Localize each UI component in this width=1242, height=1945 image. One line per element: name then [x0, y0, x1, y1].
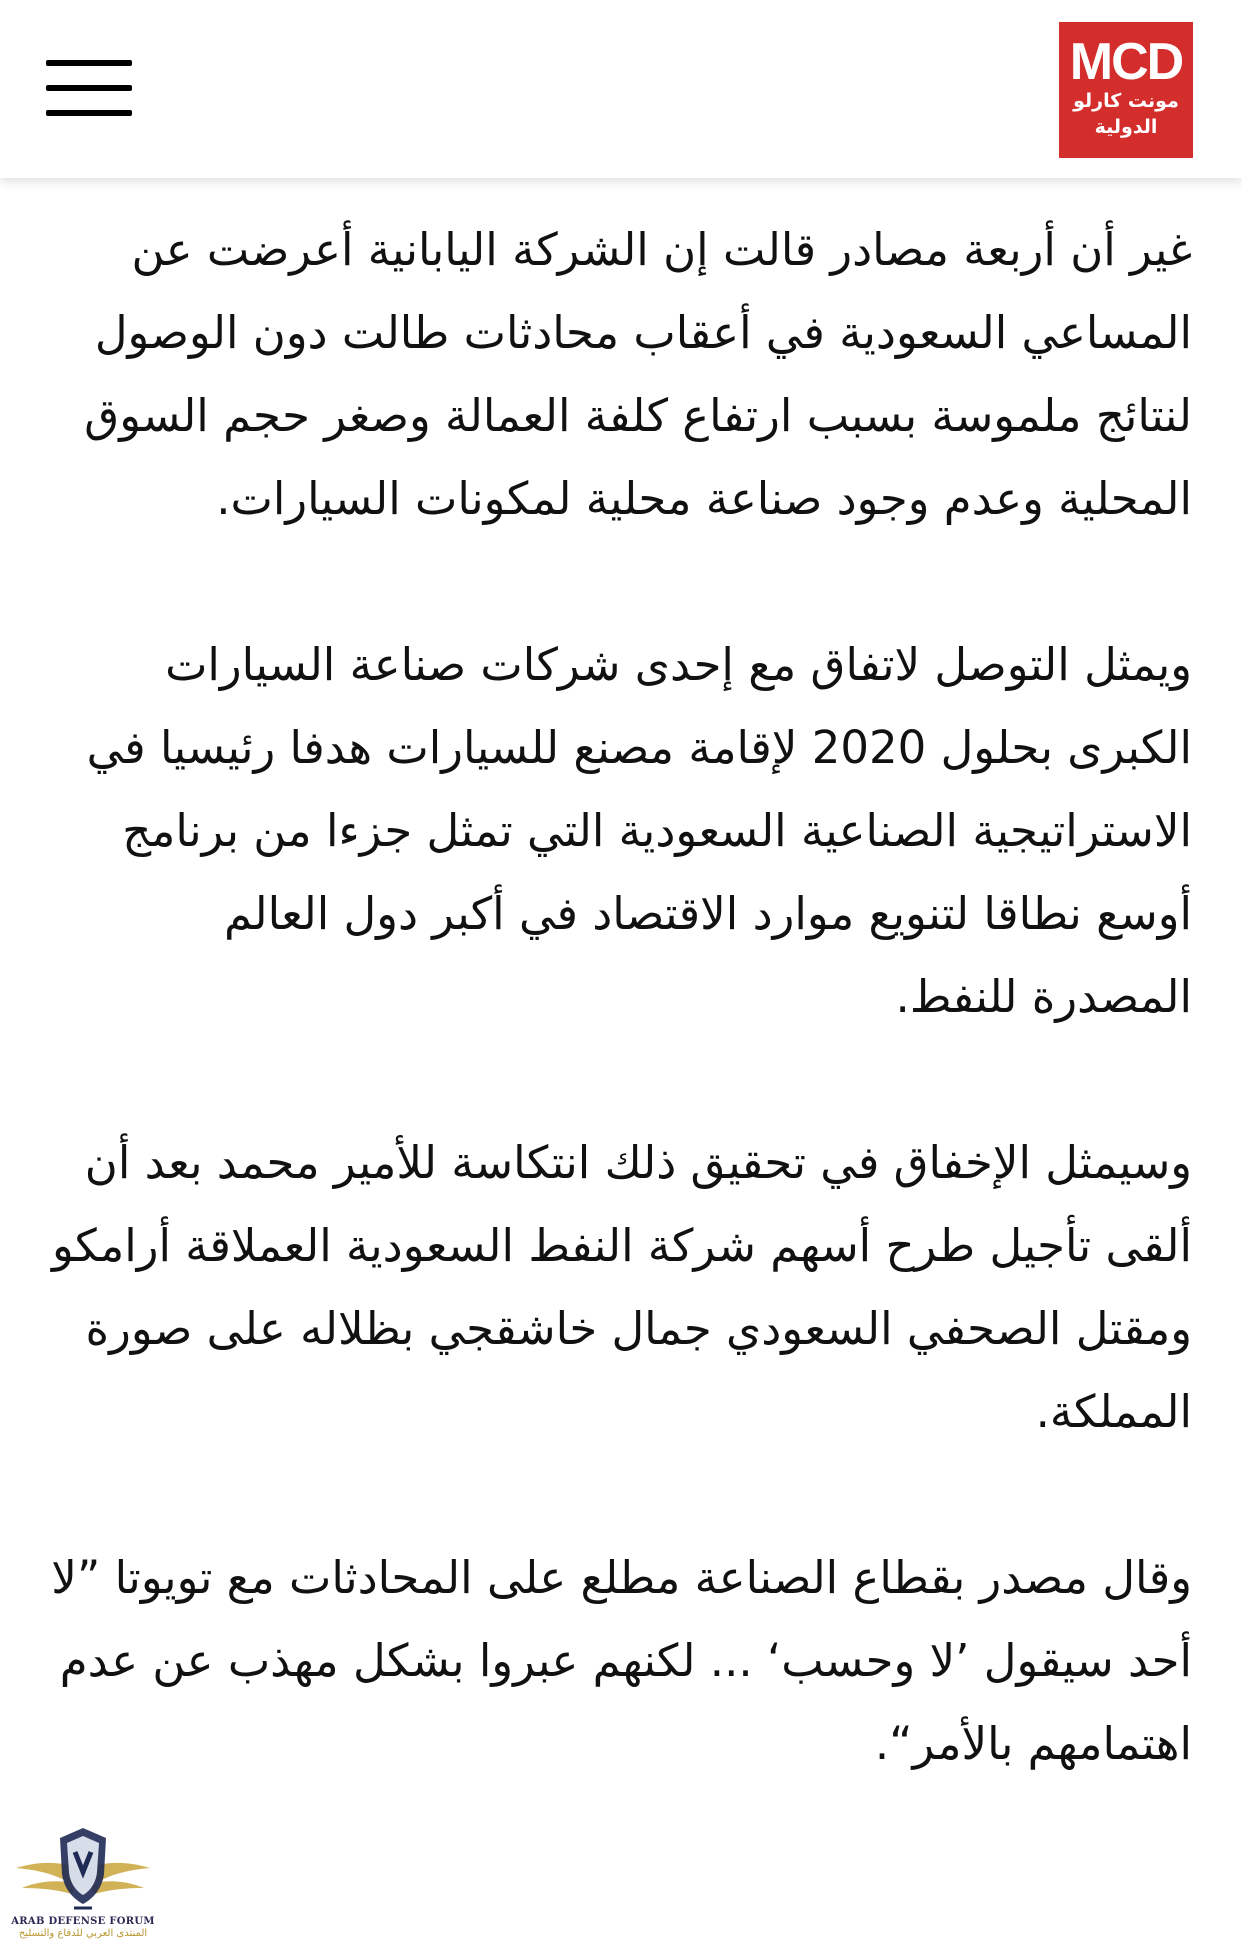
menu-bar-middle [46, 85, 132, 91]
article-paragraph: ويمثل التوصل لاتفاق مع إحدى شركات صناعة السيارات الكبرى بحلول 2020 لإقامة مصنع للسيارات هدفا رئيسيا في الاستراتيجية الصناعية السعودية التي تمثل جزءا من برنامج أوسع نطاقا لتنويع موارد الاقتصاد في أكبر دول العالم المصدرة للنفط. [86, 638, 1192, 1023]
menu-bar-bottom [46, 110, 132, 116]
winged-shield-emblem-icon [8, 1822, 158, 1918]
watermark-title: ARAB DEFENSE FORUM [11, 1916, 155, 1927]
site-header [0, 0, 1242, 178]
logo-tagline-2: الدولية [1094, 116, 1158, 138]
forum-watermark [8, 1822, 158, 1940]
article-paragraph: غير أن أربعة مصادر قالت إن الشركة اليابانية أعرضت عن المساعي السعودية في أعقاب محادثات طالت دون الوصول لنتائج ملموسة بسبب ارتفاع كلفة العمالة وصغر حجم السوق المحلية وعدم وجود صناعة محلية لمكونات السيارات. [84, 223, 1192, 525]
article-paragraph: وسيمثل الإخفاق في تحقيق ذلك انتكاسة للأمير محمد بعد أن ألقى تأجيل طرح أسهم شركة النفط السعودية العملاقة أرامكو ومقتل الصحفي السعودي جمال خاشقجي بظلاله على صورة المملكة. [52, 1136, 1192, 1438]
logo-tagline-1: مونت كارلو [1073, 90, 1179, 112]
logo-brand: MCD [1069, 33, 1183, 91]
article-paragraph: وقال مصدر بقطاع الصناعة مطلع على المحادثات مع تويوتا ”لا أحد سيقول ’لا وحسب‘ ... لكنهم عبروا بشكل مهذب عن عدم اهتمامهم بالأمر“. [51, 1551, 1192, 1770]
menu-bar-top [46, 60, 132, 66]
mcd-logo[interactable] [1059, 22, 1193, 158]
article-body [50, 208, 1192, 1868]
hamburger-menu-icon[interactable] [46, 58, 132, 120]
watermark-subtitle: المنتدى العربي للدفاع والتسليح [18, 1928, 148, 1939]
